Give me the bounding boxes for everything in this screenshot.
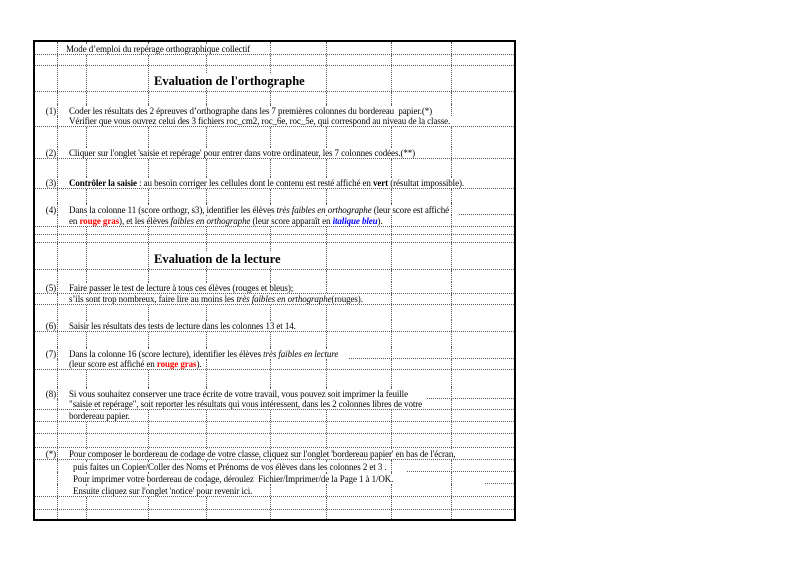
text-segment: faibles en orthographe (170, 216, 251, 226)
item-number: (7) (45, 349, 56, 359)
grid-column-line (326, 370, 327, 387)
grid-column-line (206, 332, 207, 347)
grid-column-line (391, 434, 392, 447)
row-text (68, 216, 385, 226)
item-number: (3) (45, 178, 56, 188)
grid-column-line (57, 243, 58, 269)
grid-column-line (206, 497, 207, 509)
grid-column-line (451, 472, 452, 484)
grid-column-line (391, 320, 392, 331)
grid-column-line (391, 305, 392, 320)
grid-column-line (86, 189, 87, 203)
sheet-row (35, 460, 514, 472)
grid-column-line (57, 422, 58, 433)
grid-column-line (270, 510, 271, 519)
row-text (72, 486, 254, 496)
row-text (68, 294, 365, 304)
text-segment: Saisir les résultats des tests de lecture dans les colonnes 13 et 14. (69, 321, 296, 331)
grid-column-line (326, 422, 327, 433)
row-text (68, 399, 424, 409)
grid-column-line (57, 159, 58, 177)
grid-column-line (451, 370, 452, 387)
grid-column-line (57, 497, 58, 509)
grid-column-line (57, 203, 58, 215)
grid-column-line (451, 305, 452, 320)
sheet-row (35, 370, 514, 387)
item-number: (*) (45, 449, 56, 459)
grid-column-line (86, 434, 87, 447)
grid-column-line (326, 189, 327, 203)
grid-column-line (148, 189, 149, 203)
sheet-row (35, 448, 514, 460)
sheet-row (35, 510, 514, 519)
grid-column-line (326, 484, 327, 496)
row-text (72, 474, 395, 484)
sheet-row (35, 159, 514, 177)
grid-column-line (451, 66, 452, 91)
grid-column-line (206, 305, 207, 320)
row-text (68, 178, 466, 188)
grid-column-line (57, 359, 58, 369)
grid-column-line (148, 243, 149, 269)
grid-column-line (326, 92, 327, 104)
grid-column-line (391, 92, 392, 104)
grid-column-line (451, 484, 452, 496)
grid-column-line (451, 104, 452, 116)
sheet-row (35, 177, 514, 189)
grid-column-line (451, 282, 452, 293)
grid-column-line (206, 189, 207, 203)
grid-column-line (326, 497, 327, 509)
grid-column-line (148, 410, 149, 421)
text-segment: (leur score apparaît en (250, 216, 333, 226)
text-segment: Vérifier que vous ouvrez celui des 3 fichiers roc_cm2, roc_6e, roc_5e, qui correspond au niveau de la classe. (69, 116, 451, 126)
grid-column-line (57, 387, 58, 399)
grid-column-line (57, 399, 58, 409)
grid-column-line (86, 332, 87, 347)
grid-column-line (148, 422, 149, 433)
grid-column-line (57, 472, 58, 484)
sheet-row (35, 320, 514, 332)
grid-column-line (57, 370, 58, 387)
grid-column-line (451, 92, 452, 104)
sheet-row (35, 387, 514, 399)
item-number: (8) (45, 389, 56, 399)
row-text (68, 106, 434, 116)
sheet-row (35, 55, 514, 67)
grid-column-line (326, 235, 327, 242)
text-segment: "saisie et repérage", soit reporter les résultats qui vous intéressent, dans les 2 colonnes libres de votre (69, 399, 423, 409)
grid-column-line (57, 282, 58, 293)
grid-column-line (451, 399, 452, 409)
row-text (68, 411, 132, 421)
grid-column-line (270, 332, 271, 347)
grid-column-line (391, 497, 392, 509)
grid-row-line-segment (407, 471, 514, 472)
text-segment: très faibles en orthographe (276, 205, 372, 215)
grid-column-line (391, 294, 392, 304)
grid-column-line (391, 189, 392, 203)
text-segment: (rouges). (331, 294, 363, 304)
item-number: (4) (45, 205, 56, 215)
sheet-row (35, 270, 514, 282)
sheet-row (35, 42, 514, 55)
grid-column-line (57, 66, 58, 91)
row-text (68, 321, 298, 331)
grid-column-line (270, 410, 271, 421)
grid-column-line (148, 305, 149, 320)
sheet-row (35, 147, 514, 159)
grid-column-line (451, 243, 452, 269)
text-segment: Mode d’emploi du repérage orthographique collectif (66, 43, 251, 54)
grid-column-line (326, 227, 327, 234)
grid-column-line (57, 92, 58, 104)
grid-column-line (57, 484, 58, 496)
sheet-row (35, 282, 514, 294)
grid-column-line (148, 497, 149, 509)
sheet-row (35, 399, 514, 410)
grid-column-line (57, 235, 58, 242)
sheet-row (35, 497, 514, 510)
grid-column-line (148, 370, 149, 387)
grid-column-line (391, 66, 392, 91)
grid-column-line (270, 92, 271, 104)
grid-column-line (57, 320, 58, 331)
grid-column-line (86, 497, 87, 509)
text-segment: Pour imprimer votre bordereau de codage, déroulez Fichier/Imprimer/de la Page 1 à 1/OK. (73, 474, 394, 484)
grid-column-line (57, 189, 58, 203)
grid-column-line (86, 243, 87, 269)
grid-column-line (326, 305, 327, 320)
grid-column-line (391, 359, 392, 369)
grid-column-line (391, 270, 392, 282)
item-number: (6) (45, 321, 56, 331)
sheet-row (35, 215, 514, 227)
grid-column-line (206, 227, 207, 234)
sheet-row (35, 203, 514, 215)
grid-column-line (326, 510, 327, 519)
sheet-row (35, 410, 514, 422)
grid-column-line (206, 92, 207, 104)
sheet-row (35, 294, 514, 305)
grid-column-line (148, 127, 149, 147)
grid-column-line (451, 359, 452, 369)
grid-column-line (326, 320, 327, 331)
text-segment: Pour composer le bordereau de codage de votre classe, cliquez sur l'onglet 'bordereau papier' en bas de l'écran, (69, 449, 456, 459)
text-segment: en (69, 216, 80, 226)
grid-column-line (391, 422, 392, 433)
grid-column-line (391, 370, 392, 387)
grid-column-line (86, 55, 87, 66)
grid-column-line (451, 227, 452, 234)
grid-column-line (391, 460, 392, 472)
grid-column-line (270, 359, 271, 369)
grid-column-line (206, 410, 207, 421)
row-text (68, 389, 410, 399)
grid-column-line (206, 55, 207, 66)
grid-column-line (326, 159, 327, 177)
grid-column-line (86, 66, 87, 91)
text-segment: ), et les élèves (119, 216, 171, 226)
text-segment: Contrôler la saisie (69, 178, 137, 188)
grid-column-line (391, 235, 392, 242)
grid-column-line (326, 332, 327, 347)
grid-column-line (270, 189, 271, 203)
text-segment: (leur score est affiché en (69, 359, 157, 369)
grid-column-line (148, 270, 149, 282)
grid-column-line (451, 497, 452, 509)
grid-column-line (326, 243, 327, 269)
grid-column-line (206, 270, 207, 282)
sheet-row (35, 332, 514, 347)
row-text (68, 116, 452, 126)
grid-column-line (451, 203, 452, 215)
grid-column-line (148, 332, 149, 347)
text-segment: vert (372, 178, 389, 188)
text-segment: ). (196, 359, 202, 369)
grid-column-line (451, 189, 452, 203)
grid-column-line (451, 510, 452, 519)
row-text (68, 449, 457, 459)
item-number: (2) (45, 148, 56, 158)
grid-column-line (148, 235, 149, 242)
grid-column-line (57, 42, 58, 54)
grid-column-line (86, 422, 87, 433)
grid-column-line (270, 305, 271, 320)
grid-column-line (86, 127, 87, 147)
grid-column-line (270, 55, 271, 66)
grid-column-line (391, 159, 392, 177)
row-text (68, 349, 340, 359)
sheet-row (35, 359, 514, 370)
grid-column-line (57, 448, 58, 459)
grid-column-line (148, 55, 149, 66)
grid-column-line (148, 227, 149, 234)
grid-column-line (206, 422, 207, 433)
grid-column-line (391, 282, 392, 293)
grid-column-line (57, 104, 58, 116)
grid-column-line (326, 410, 327, 421)
grid-column-line (326, 55, 327, 66)
grid-column-line (270, 227, 271, 234)
grid-column-line (270, 434, 271, 447)
grid-column-line (57, 177, 58, 188)
grid-column-line (270, 484, 271, 496)
sheet-row (35, 116, 514, 128)
grid-column-line (451, 159, 452, 177)
grid-column-line (326, 270, 327, 282)
grid-column-line (326, 434, 327, 447)
grid-column-line (391, 215, 392, 226)
sheet-row (35, 484, 514, 497)
grid-column-line (451, 410, 452, 421)
grid-column-line (57, 434, 58, 447)
text-segment: Coder les résultats des 2 épreuves d’orthographe dans les 7 premières colonnes du bordereau papier.(*) (69, 105, 433, 116)
sheet-row (35, 243, 514, 270)
row-text (65, 44, 252, 54)
sheet-row (35, 104, 514, 116)
text-segment: Faire passer le test de lecture à tous ces élèves (rouges et bleus); (69, 283, 294, 293)
grid-column-line (57, 294, 58, 304)
grid-column-line (57, 347, 58, 359)
item-number: (1) (45, 105, 56, 116)
grid-column-line (391, 484, 392, 496)
grid-column-line (57, 410, 58, 421)
grid-column-line (57, 227, 58, 234)
grid-column-line (270, 127, 271, 147)
grid-column-line (148, 92, 149, 104)
grid-column-line (206, 510, 207, 519)
text-segment: rouge gras (156, 359, 197, 369)
grid-column-line (206, 370, 207, 387)
grid-column-line (148, 434, 149, 447)
grid-column-line (57, 510, 58, 519)
grid-column-line (86, 235, 87, 242)
grid-column-line (391, 332, 392, 347)
grid-column-line (451, 434, 452, 447)
grid-column-line (270, 235, 271, 242)
grid-column-line (451, 422, 452, 433)
text-segment: Ensuite cliquez sur l'onglet 'notice' pour revenir ici. (73, 486, 253, 496)
sheet-row (35, 92, 514, 104)
grid-column-line (391, 410, 392, 421)
grid-column-line (206, 359, 207, 369)
grid-column-line (86, 270, 87, 282)
grid-column-line (451, 127, 452, 147)
grid-column-line (326, 282, 327, 293)
text-segment: (résultat impossible). (388, 178, 465, 188)
grid-column-line (391, 42, 392, 54)
sheet-row (35, 472, 514, 484)
grid-row-line-segment (349, 358, 514, 359)
grid-column-line (206, 235, 207, 242)
grid-column-line (451, 235, 452, 242)
section-heading: Evaluation de la lecture (151, 252, 284, 266)
grid-column-line (206, 434, 207, 447)
row-text (68, 283, 295, 293)
text-segment: Cliquer sur l'onglet 'saisie et repérage' pour entrer dans votre ordinateur, les 7 colonnes codées.(**) (69, 148, 416, 158)
grid-column-line (57, 55, 58, 66)
grid-column-line (86, 370, 87, 387)
sheet-row (35, 66, 514, 92)
grid-column-line (270, 370, 271, 387)
grid-column-line (270, 422, 271, 433)
grid-column-line (270, 270, 271, 282)
grid-column-line (270, 159, 271, 177)
grid-column-line (391, 127, 392, 147)
grid-column-line (86, 227, 87, 234)
row-text (68, 148, 417, 158)
row-text (68, 205, 451, 215)
grid-column-line (451, 147, 452, 158)
text-segment: italique bleu (332, 216, 378, 226)
grid-row-line-segment (485, 483, 514, 484)
grid-column-line (206, 127, 207, 147)
text-segment: puis faites un Copier/Coller des Noms et Prénoms de vos élèves dans les colonnes 2 et 3 . (73, 462, 387, 472)
grid-column-line (451, 215, 452, 226)
grid-column-line (57, 460, 58, 472)
grid-column-line (326, 127, 327, 147)
text-segment: (leur score est affiché (371, 205, 449, 215)
grid-column-line (57, 305, 58, 320)
section-heading: Evaluation de l'orthographe (151, 74, 308, 88)
grid-row-line-segment (427, 398, 514, 399)
grid-column-line (57, 147, 58, 158)
grid-column-line (206, 159, 207, 177)
grid-column-line (148, 159, 149, 177)
sheet-row (35, 235, 514, 243)
text-segment: bordereau papier. (69, 411, 130, 421)
grid-column-line (86, 92, 87, 104)
grid-column-line (451, 42, 452, 54)
grid-column-line (451, 332, 452, 347)
text-segment: ). (377, 216, 383, 226)
grid-column-line (326, 66, 327, 91)
grid-column-line (451, 320, 452, 331)
sheet-row (35, 189, 514, 203)
text-segment: Si vous souhaitez conserver une trace écrite de votre travail, vous pouvez soit imprimer la feuille (69, 389, 408, 399)
text-segment: : au besoin corriger les cellules dont le contenu est resté affiché en (136, 178, 373, 188)
sheet-row (35, 227, 514, 235)
text-segment: rouge gras (79, 216, 120, 226)
grid-column-line (86, 305, 87, 320)
grid-column-line (391, 243, 392, 269)
grid-column-line (57, 270, 58, 282)
grid-column-line (391, 55, 392, 66)
grid-column-line (270, 497, 271, 509)
grid-column-line (391, 227, 392, 234)
sheet (33, 40, 516, 521)
sheet-row (35, 422, 514, 434)
grid-column-line (57, 215, 58, 226)
grid-column-line (148, 510, 149, 519)
item-number: (5) (45, 283, 56, 293)
text-segment: s’ils sont trop nombreux, faire lire au moins les (69, 294, 237, 304)
sheet-row (35, 347, 514, 359)
grid-column-line (270, 42, 271, 54)
text-segment: très faibles en lecture (263, 349, 339, 359)
grid-column-line (57, 127, 58, 147)
grid-column-line (326, 359, 327, 369)
row-text (68, 359, 204, 369)
text-segment: Dans la colonne 16 (score lecture), identifier les élèves (69, 349, 264, 359)
grid-column-line (57, 116, 58, 127)
grid-column-line (86, 510, 87, 519)
grid-column-line (451, 270, 452, 282)
text-segment: Dans la colonne 11 (score orthogr, s3), identifier les élèves (69, 205, 277, 215)
grid-column-line (391, 510, 392, 519)
text-segment: très faibles en orthographe (236, 294, 332, 304)
grid-column-line (86, 159, 87, 177)
grid-column-line (57, 332, 58, 347)
grid-column-line (148, 66, 149, 91)
sheet-row (35, 127, 514, 147)
grid-row-line-segment (459, 214, 514, 215)
sheet-row (35, 305, 514, 320)
row-text (72, 462, 389, 472)
grid-column-line (326, 42, 327, 54)
grid-column-line (451, 294, 452, 304)
sheet-row (35, 434, 514, 448)
grid-column-line (451, 55, 452, 66)
